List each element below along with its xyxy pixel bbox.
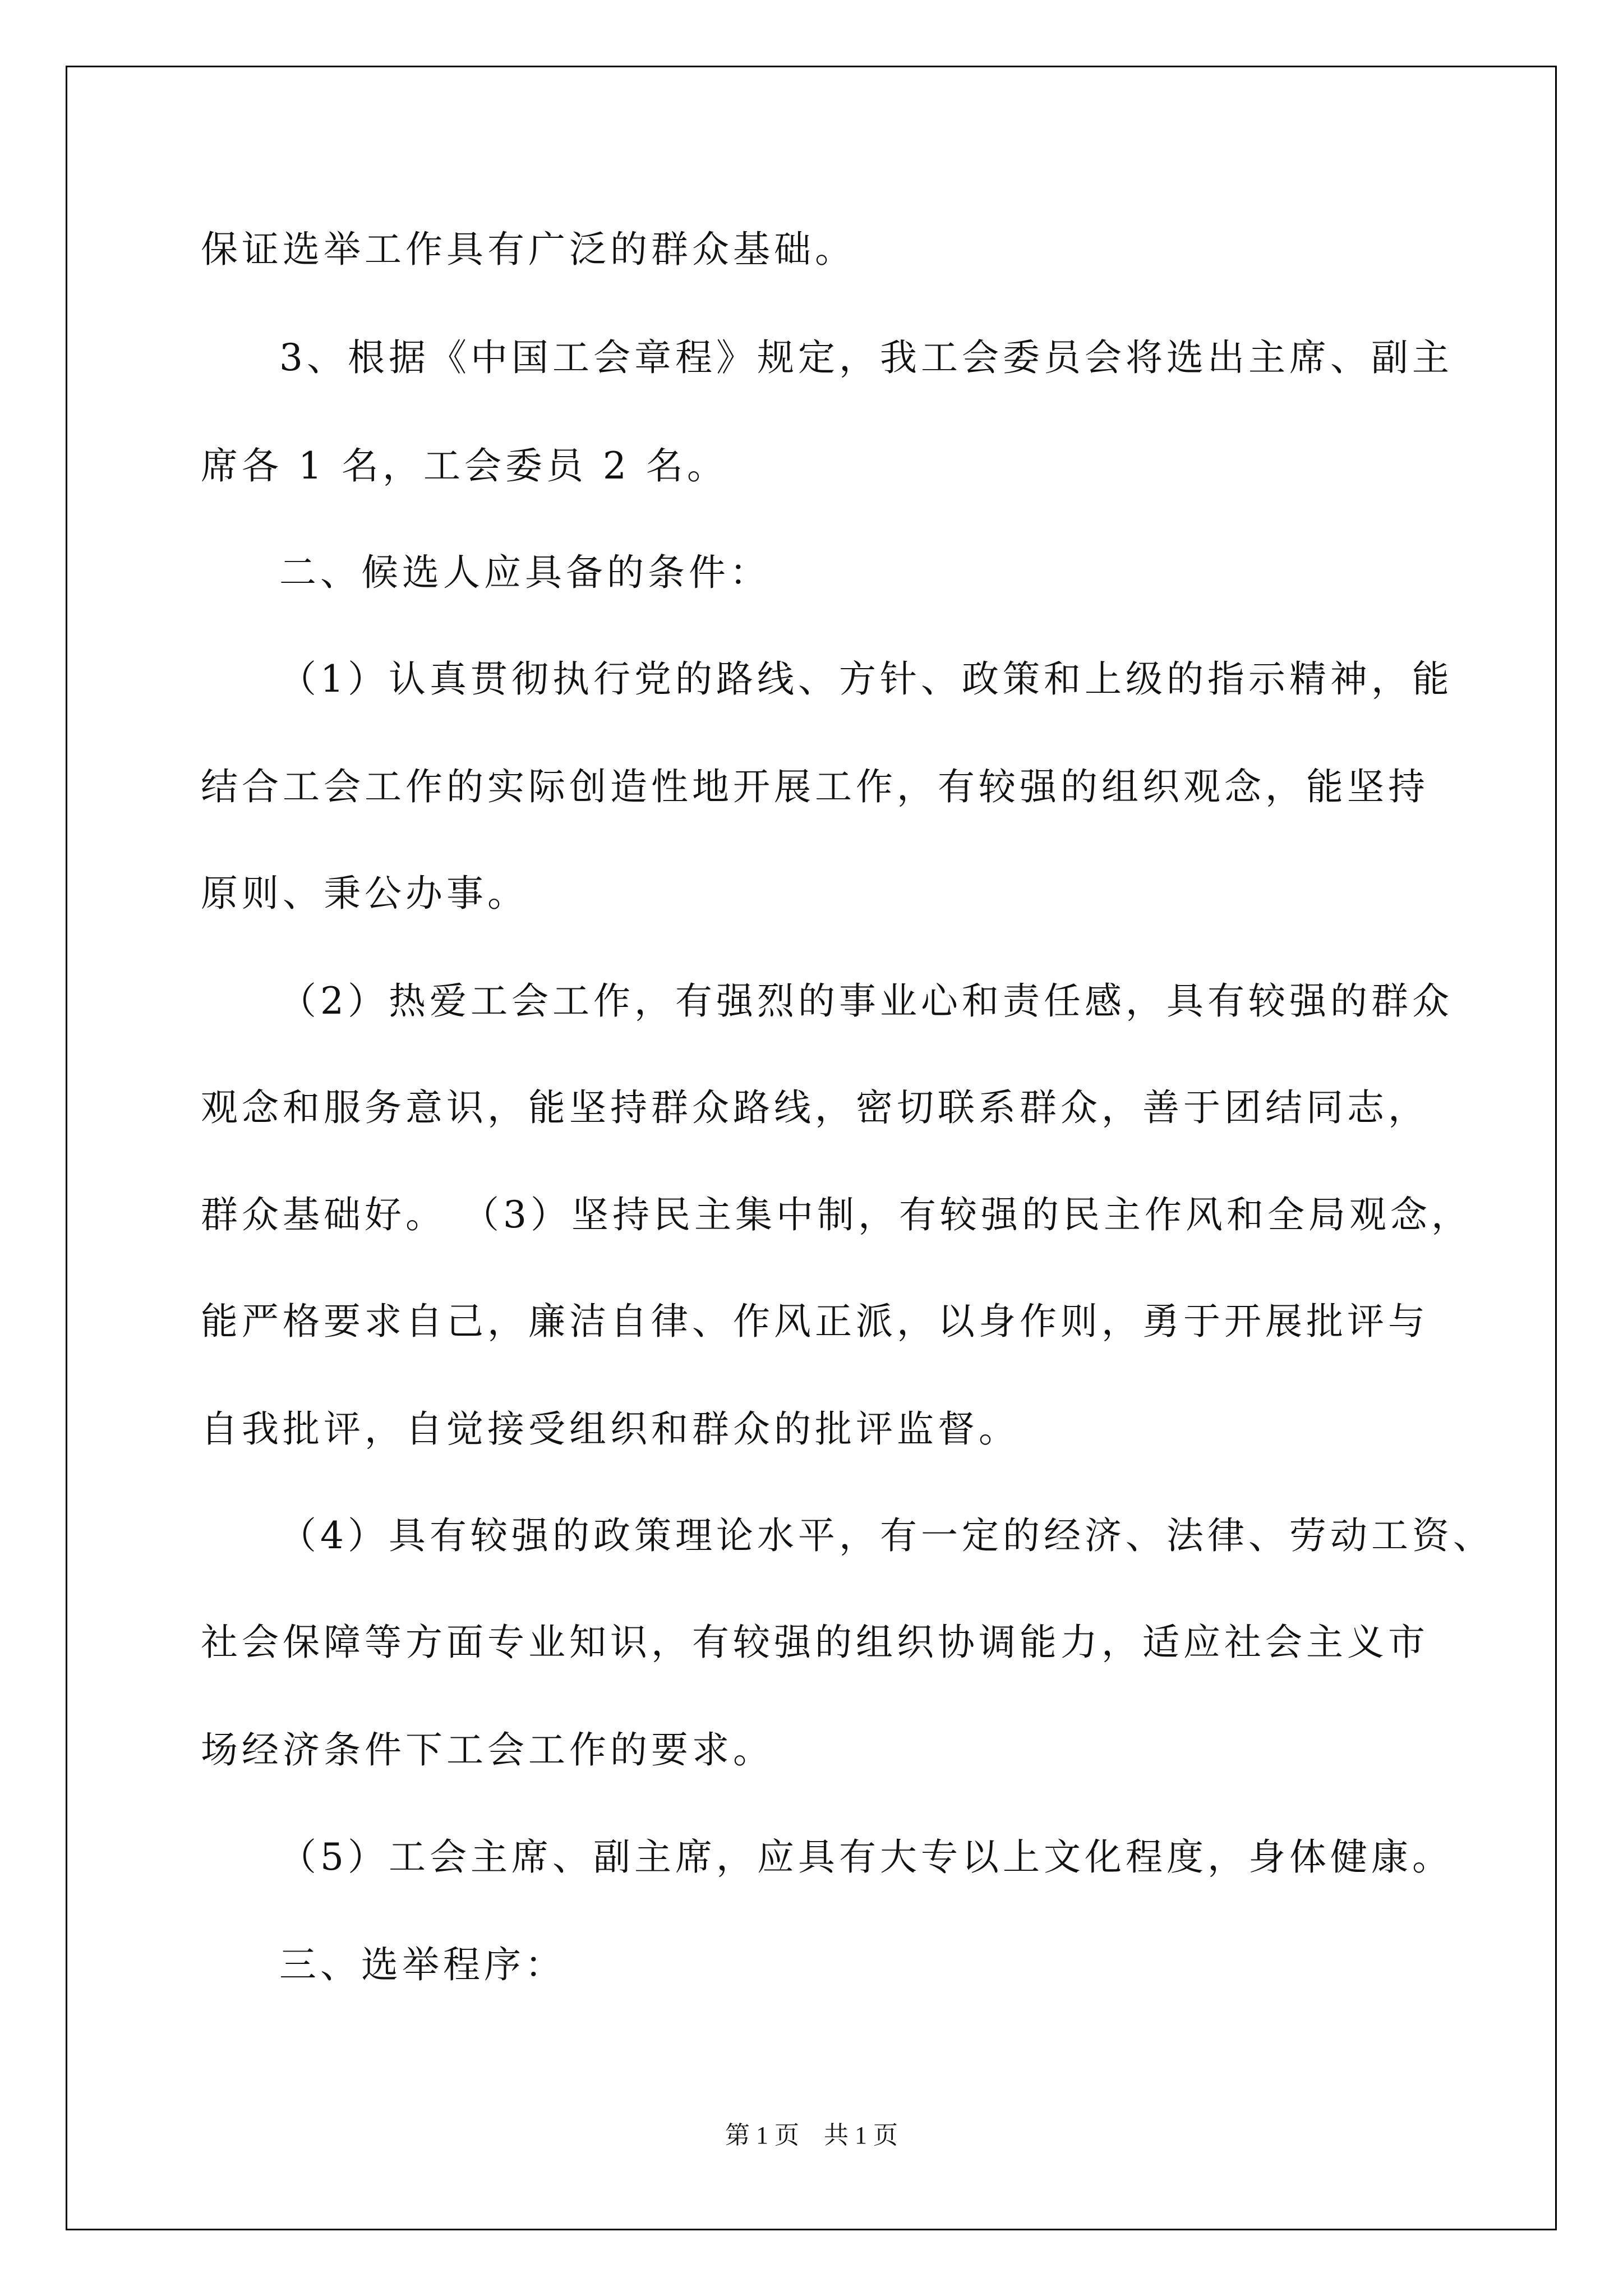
- text-line: 席各 1 名，工会委员 2 名。: [201, 444, 728, 487]
- text-line: 能严格要求自己，廉洁自律、作风正派，以身作则，勇于开展批评与: [201, 1300, 1429, 1343]
- text-line: 原则、秉公办事。: [201, 872, 528, 915]
- section-heading: 三、选举程序：: [279, 1943, 566, 1986]
- text-line: 社会保障等方面专业知识，有较强的组织协调能力，适应社会主义市: [201, 1621, 1429, 1664]
- text-line: 保证选举工作具有广泛的群众基础。: [201, 228, 856, 271]
- text-line: 场经济条件下工会工作的要求。: [201, 1728, 774, 1772]
- section-heading: 二、候选人应具备的条件：: [279, 551, 771, 594]
- document-body: [201, 0, 1494, 2188]
- text-line: 自我批评，自觉接受组织和群众的批评监督。: [201, 1407, 1020, 1451]
- text-line: 结合工会工作的实际创造性地开展工作，有较强的组织观念，能坚持: [201, 765, 1429, 808]
- text-line: 观念和服务意识，能坚持群众路线，密切联系群众，善于团结同志，: [201, 1086, 1429, 1129]
- page-footer: 第 1 页 共 1 页: [725, 2122, 898, 2149]
- text-line: （2）热爱工会工作，有强烈的事业心和责任感，具有较强的群众: [279, 979, 1453, 1023]
- text-line: 群众基础好。 （3）坚持民主集中制，有较强的民主作风和全局观念，: [201, 1193, 1472, 1236]
- text-line: 3、根据《中国工会章程》规定，我工会委员会将选出主席、副主: [279, 336, 1453, 379]
- text-line: （5）工会主席、副主席，应具有大专以上文化程度，身体健康。: [279, 1835, 1453, 1879]
- text-line: （1）认真贯彻执行党的路线、方针、政策和上级的指示精神，能: [279, 657, 1453, 701]
- text-line: （4）具有较强的政策理论水平，有一定的经济、法律、劳动工资、: [279, 1514, 1494, 1557]
